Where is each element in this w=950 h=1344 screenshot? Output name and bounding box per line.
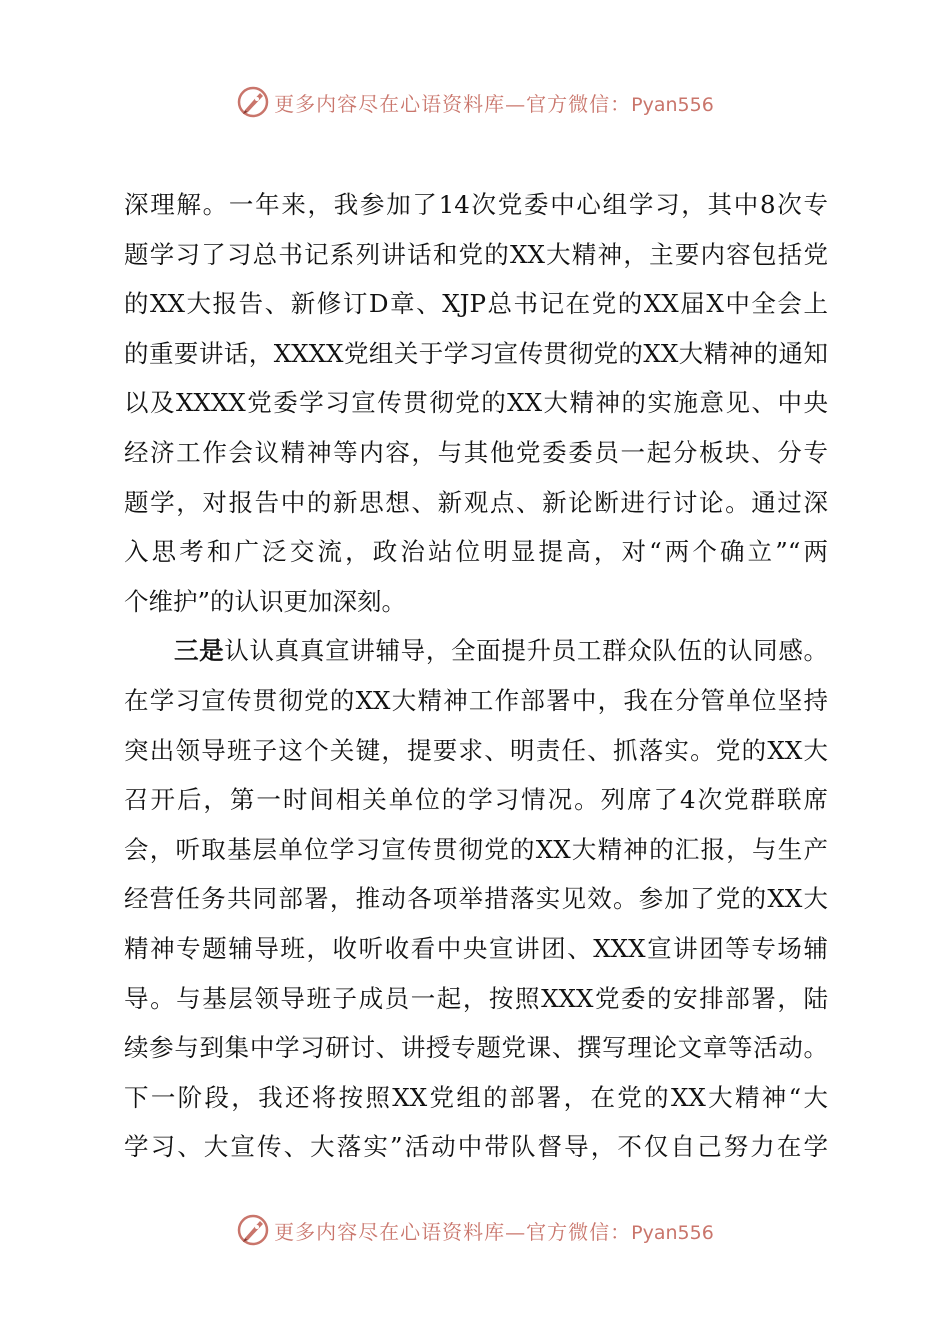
header-watermark-id: Pyan556: [631, 93, 714, 116]
body-line: 个维护”的认识更加深刻。: [124, 586, 407, 616]
footer-watermark-id: Pyan556: [631, 1221, 714, 1244]
body-line: 下一阶段，我还将按照XX党组的部署，在党的XX大精神“大: [124, 1082, 828, 1112]
body-line: 在学习宣传贯彻党的XX大精神工作部署中，我在分管单位坚持: [124, 685, 828, 715]
body-line: 题学习了习总书记系列讲话和党的XX大精神，主要内容包括党: [124, 239, 828, 269]
body-line: 的重要讲话，XXXX党组关于学习宣传贯彻党的XX大精神的通知: [124, 338, 828, 368]
body-line: 以及XXXX党委学习宣传贯彻党的XX大精神的实施意见、中央: [124, 388, 828, 418]
header-watermark-banner: [0, 80, 950, 124]
footer-watermark-text: [274, 1216, 714, 1245]
document-body: [124, 180, 828, 1172]
body-line: 经济工作会议精神等内容，与其他党委委员一起分板块、分专: [124, 437, 828, 467]
body-line: 经营任务共同部署，推动各项举措落实见效。参加了党的XX大: [124, 884, 828, 914]
body-line: 续参与到集中学习研讨、讲授专题党课、撰写理论文章等活动。: [124, 1033, 828, 1063]
footer-watermark-banner: [0, 1208, 950, 1252]
pen-circle-logo-icon: [236, 1213, 270, 1247]
paragraph-lead: 三是: [174, 636, 225, 666]
body-line: 学习、大宣传、大落实”活动中带队督导，不仅自己努力在学: [124, 1132, 828, 1162]
body-line: 入思考和广泛交流，政治站位明显提高，对“两个确立”“两: [124, 537, 828, 567]
body-line: 精神专题辅导班，收听收看中央宣讲团、XXX宣讲团等专场辅: [124, 933, 828, 963]
body-line: 的XX大报告、新修订D章、XJP总书记在党的XX届X中全会上: [124, 289, 828, 319]
body-line: 题学，对报告中的新思想、新观点、新论断进行讨论。通过深: [124, 487, 828, 517]
header-watermark-cn: 更多内容尽在心语资料库—官方微信：: [274, 91, 632, 116]
body-line: 导。与基层领导班子成员一起，按照XXX党委的安排部署，陆: [124, 983, 828, 1013]
body-line: 突出领导班子这个关键，提要求、明责任、抓落实。党的XX大: [124, 735, 828, 765]
body-line: 深理解。一年来，我参加了14次党委中心组学习，其中8次专: [124, 190, 828, 219]
pen-circle-logo-icon: [236, 85, 270, 119]
body-line: 召开后，第一时间相关单位的学习情况。列席了4次党群联席: [124, 785, 828, 815]
header-watermark-text: [274, 88, 714, 117]
body-line: 会，听取基层单位学习宣传贯彻党的XX大精神的汇报，与生产: [124, 834, 828, 864]
footer-watermark-cn: 更多内容尽在心语资料库—官方微信：: [274, 1219, 632, 1244]
paragraph-lead-line: [124, 626, 828, 676]
paragraph-lead-rest: 认认真真宣讲辅导，全面提升员工群众队伍的认同感。: [224, 636, 828, 666]
